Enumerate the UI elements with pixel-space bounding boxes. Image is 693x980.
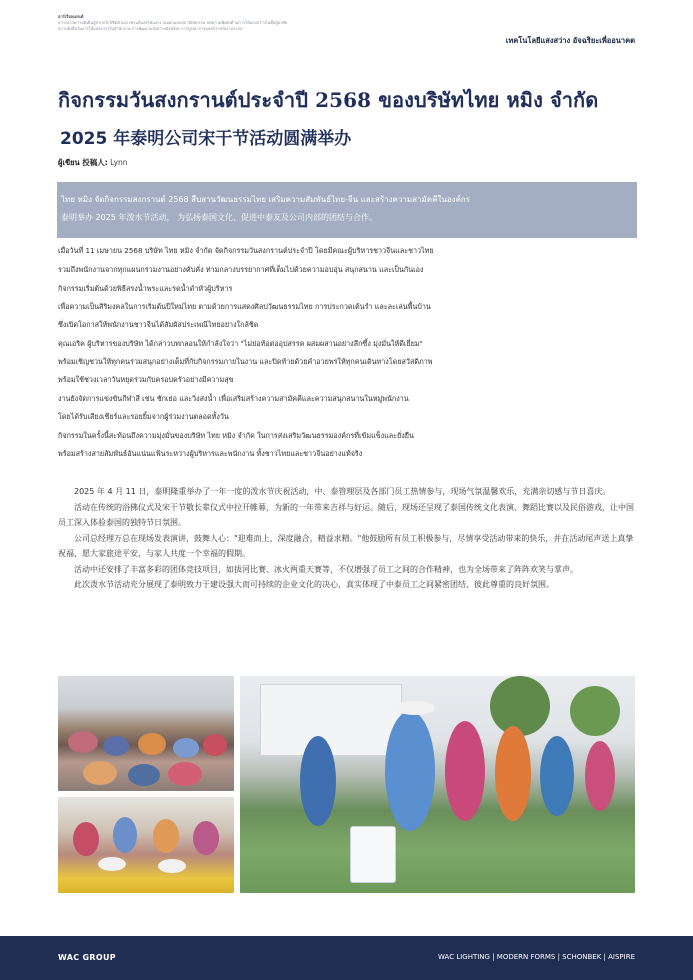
- thai-line: กิจกรรมเริ่มต้นด้วยพิธีสรงน้ำพระและรดน้ำดำหัวผู้บริหาร: [58, 284, 233, 293]
- header-small-line: สว่างจากความยั่งยืนสู่สากลใกล้ชิดตัวเอง เทรนด์แสงไฟและงานออกแบบสถาปัตยกรรม บทความพิเศษด้านการให้แสงสว่างในที่อยู่อาศัย: [58, 20, 288, 25]
- thai-line: เมื่อวันที่ 11 เมษายน 2568 บริษัท ไทย หมิง จำกัด จัดกิจกรรมวันสงกรานต์ประจำปี โดยมีคณะผู้บริหารชาวจีนและชาวไทย: [58, 246, 434, 255]
- thai-line: งานยังจัดการแข่งขันกีฬาสี เช่น ชักเย่อ และวิ่งส่งน้ำ เพื่อเสริมสร้างความสามัคคีและความสนุกสนานในหมู่พนักงาน: [58, 394, 409, 403]
- article-title-thai: กิจกรรมวันสงกรานต์ประจำปี 2568 ของบริษัทไทย หมิง จำกัด: [58, 88, 599, 112]
- header-small-line: อาร์เรียลเดลเต้: [58, 14, 84, 19]
- photo-audience: [58, 676, 234, 791]
- thai-line: พร้อมเชิญชวนให้ทุกคนร่วมสนุกอย่างเต็มที่กับกิจกรรมภายในงาน และปิดท้ายด้วยคำอวยพรให้ทุกคนเดินทางโดยสวัสดิภาพ: [58, 357, 433, 366]
- chinese-paragraph: 2025 年 4 月 11 日，泰明隆重举办了一年一度的泼水节庆祝活动，中、泰管理层及各部门员工热情参与，现场气氛温馨欢乐，充满亲切感与节日喜庆。: [74, 487, 611, 496]
- article-title-chinese: 2025 年泰明公司宋干节活动圆满举办: [60, 129, 352, 149]
- chinese-paragraph: 活动中还安排了丰富多彩的团体竞技项目，如拔河比赛、冰火两重天赛等，不仅增强了员工之间的合作精神，也为全场带来了阵阵欢笑与掌声。: [74, 564, 578, 574]
- summary-callout: [57, 182, 637, 238]
- photo-water-relay-game: [240, 676, 635, 893]
- header-section-label: เทคโนโลยีแสงสว่าง อัจฉริยะเพื่ออนาคต: [505, 36, 635, 45]
- callout-line-chinese: 泰明举办 2025 年泼水节活动， 为弘扬泰国文化、促进中泰友及公司内部的团结与合作。: [61, 213, 377, 222]
- callout-line-thai: ไทย หมิง จัดกิจกรรมสงกรานต์ 2568 สืบสานวัฒนธรรมไทย เสริมความสัมพันธ์ไทย-จีน และสร้างความสามัคคีในองค์กร: [61, 195, 471, 204]
- author-name: Lynn: [110, 158, 128, 167]
- photo-water-pouring-ceremony: [58, 797, 234, 893]
- thai-line: กิจกรรมในครั้งนี้สะท้อนถึงความมุ่งมั่นของบริษัท ไทย หมิง จำกัด ในการส่งเสริมวัฒนธรรมองค์กรที่เข้มแข็งและยั่งยืน: [58, 431, 414, 440]
- thai-line: คุณเอริค ผู้บริหารของบริษัท ได้กล่าวบทกลอนให้กำลังใจว่า "ไม่ย่อท้อต่ออุปสรรค ผสมผสานอย่างลึกซึ้ง มุ่งมั่นให้ดีเยี่ยม": [58, 339, 423, 348]
- chinese-paragraph: 活动在传统的浴佛仪式及宋干节敬长辈仪式中拉开帷幕，为新的一年带来吉祥与好运。随后，现场还呈现了泰国传统文化表演、舞蹈比赛以及民俗游戏，让中国员工深入体验泰国的独特节日氛围。: [58, 502, 634, 527]
- thai-line: เพื่อความเป็นสิริมงคลในการเริ่มต้นปีใหม่ไทย ตามด้วยการแสดงศิลปวัฒนธรรมไทย การประกวดเต้นรำ และละเล่นพื้นบ้าน: [58, 302, 431, 311]
- page-footer: [0, 936, 693, 980]
- author-label: ผู้เขียน 投稿人:: [58, 158, 108, 167]
- chinese-body: [58, 484, 636, 593]
- thai-line: ซึ่งเปิดโอกาสให้พนักงานชาวจีนได้สัมผัสประเพณีไทยอย่างใกล้ชิด: [58, 320, 259, 329]
- thai-line: พร้อมใช้ช่วงเวลาวันหยุดร่วมกับครอบครัวอย่างมีความสุข: [58, 375, 234, 384]
- thai-line: โดยได้รับเสียงเชียร์และรอยยิ้มจากผู้ร่วมงานตลอดทั้งวัน: [58, 412, 229, 421]
- chinese-paragraph: 公司总经理万总在现场发表演讲，鼓舞人心："迎难而上，深度融合，精益求精。"他鼓励所有员工积极参与，尽情享受活动带来的快乐，并在活动尾声送上真挚祝福，愿大家旅途平安，与家人共度一个幸福的假期。: [58, 533, 634, 558]
- header-topic-list: [58, 14, 318, 32]
- header-small-line: ความยั่งยืนในการให้แสงสว่างในสำนักงาน การพัฒนาแสงสว่างอัจฉริยะ การบูรณาการแสงสว่างกับงานระบบ: [58, 26, 243, 31]
- thai-line: พร้อมสร้างสายสัมพันธ์อันแน่นแฟ้นระหว่างผู้บริหารและพนักงาน ทั้งชาวไทยและชาวจีนอย่างแท้จริง: [58, 449, 363, 458]
- footer-brand-list: WAC LIGHTING | MODERN FORMS | SCHONBEK | AISPIRE: [438, 953, 635, 961]
- chinese-paragraph: 此次泼水节活动充分展现了泰明致力于建设强大而可持续的企业文化的决心，真实体现了中泰员工之间紧密团结、彼此尊重的良好氛围。: [74, 580, 554, 589]
- thai-line: รวมถึงพนักงานจากทุกแผนกร่วมงานอย่างคับคั่ง ท่ามกลางบรรยากาศที่เต็มไปด้วยความอบอุ่น สนุกสนาน และเป็นกันเอง: [58, 265, 424, 274]
- author-line: [58, 157, 128, 169]
- wac-group-logo: WAC GROUP: [58, 953, 116, 962]
